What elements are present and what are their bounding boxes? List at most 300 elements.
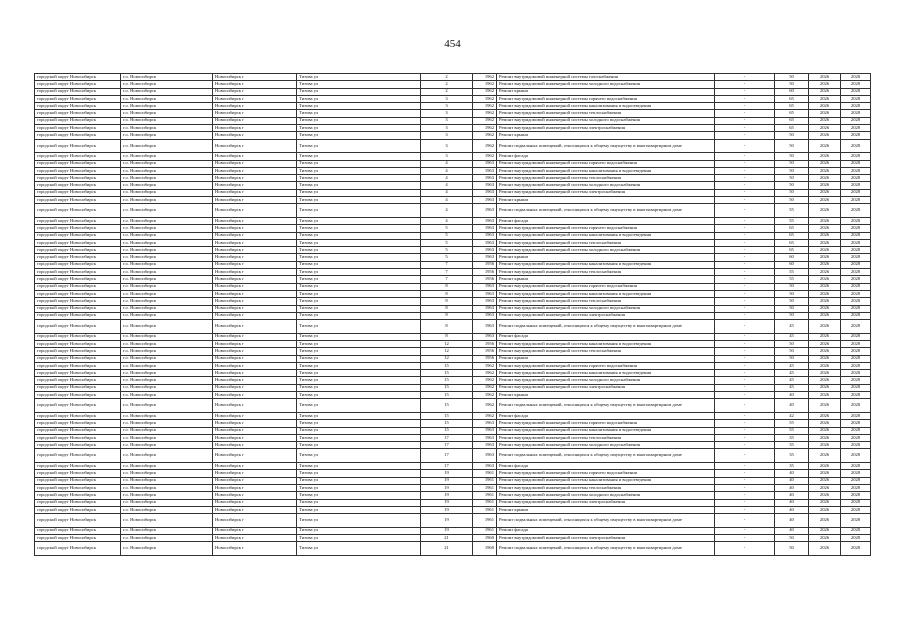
cell-okrug: городской округ Новосибирск [35,160,121,167]
cell-okrug: городской округ Новосибирск [35,355,121,362]
cell-house: 3 [421,132,473,139]
cell-year-to: 2028 [841,283,871,290]
cell-okrug: городской округ Новосибирск [35,427,121,434]
cell-municipality: г.о. Новосибирск [121,527,213,534]
cell-municipality: г.о. Новосибирск [121,434,213,441]
cell-street: Титова ул [297,434,421,441]
cell-year-from: 2026 [809,74,841,81]
table-row [35,276,871,283]
cell-city: Новосибирск г [213,95,297,102]
cell-cost: 60 [775,261,809,268]
cell-year-from: 2026 [809,217,841,224]
table-row [35,470,871,477]
table-row [35,392,871,399]
cell-cost: 50 [775,340,809,347]
cell-cost: 55 [775,269,809,276]
table-row [35,449,871,463]
cell-year-to: 2028 [841,269,871,276]
cell-work-type: Ремонт внутридомовой инженерной системы холодного водоснабжения [497,492,715,499]
table-row [35,290,871,297]
cell-city: Новосибирск г [213,477,297,484]
cell-work-type: Ремонт внутридомовой инженерной системы канализования и водоотведения [497,103,715,110]
cell-city: Новосибирск г [213,377,297,384]
cell-municipality: г.о. Новосибирск [121,449,213,463]
cell-year-from: 2026 [809,254,841,261]
cell-street: Титова ул [297,348,421,355]
cell-dash: - [715,290,775,297]
cell-house: 8 [421,312,473,319]
cell-cost: 40 [775,499,809,506]
cell-work-type: Ремонт внутридомовой инженерной системы теплоснабжения [497,110,715,117]
cell-cost: 40 [775,514,809,528]
cell-work-type: Ремонт внутридомовой инженерной системы канализования и водоотведения [497,232,715,239]
cell-year: 1956 [473,355,497,362]
cell-year-from: 2026 [809,477,841,484]
cell-year-to: 2028 [841,542,871,556]
cell-okrug: городской округ Новосибирск [35,132,121,139]
cell-year-from: 2026 [809,312,841,319]
cell-municipality: г.о. Новосибирск [121,384,213,391]
cell-street: Титова ул [297,392,421,399]
cell-city: Новосибирск г [213,312,297,319]
cell-city: Новосибирск г [213,197,297,204]
cell-street: Титова ул [297,217,421,224]
cell-okrug: городской округ Новосибирск [35,542,121,556]
cell-cost: 50 [775,298,809,305]
cell-year-to: 2028 [841,412,871,419]
cell-street: Титова ул [297,254,421,261]
cell-year: 1962 [473,117,497,124]
cell-city: Новосибирск г [213,204,297,218]
cell-year-to: 2028 [841,340,871,347]
cell-municipality: г.о. Новосибирск [121,290,213,297]
cell-dash: - [715,535,775,542]
cell-year-to: 2028 [841,74,871,81]
cell-year-from: 2026 [809,442,841,449]
cell-dash: - [715,254,775,261]
cell-year: 1961 [473,499,497,506]
cell-year-to: 2028 [841,305,871,312]
cell-work-type: Ремонт внутридомовой инженерной системы канализования и водоотведения [497,427,715,434]
cell-house: 19 [421,506,473,513]
cell-street: Титова ул [297,470,421,477]
cell-year: 1963 [473,232,497,239]
cell-work-type: Ремонт внутридомовой инженерной системы холодного водоснабжения [497,305,715,312]
cell-cost: 40 [775,484,809,491]
cell-cost: 65 [775,95,809,102]
cell-work-type: Ремонт крыши [497,88,715,95]
cell-dash: - [715,103,775,110]
cell-year: 1963 [473,305,497,312]
cell-house: 4 [421,217,473,224]
cell-street: Титова ул [297,175,421,182]
cell-year-to: 2028 [841,442,871,449]
cell-municipality: г.о. Новосибирск [121,484,213,491]
cell-work-type: Ремонт подвальных помещений, относящихся к общему имуществу в многоквартирном доме [497,204,715,218]
cell-house: 3 [421,125,473,132]
cell-dash: - [715,542,775,556]
cell-dash: - [715,117,775,124]
table-row [35,333,871,340]
cell-cost: 50 [775,290,809,297]
cell-okrug: городской округ Новосибирск [35,110,121,117]
cell-house: 17 [421,442,473,449]
cell-city: Новосибирск г [213,232,297,239]
cell-dash: - [715,204,775,218]
cell-dash: - [715,484,775,491]
cell-house: 4 [421,160,473,167]
cell-year: 1962 [473,384,497,391]
table-row [35,81,871,88]
cell-year-to: 2028 [841,320,871,334]
cell-dash: - [715,333,775,340]
cell-work-type: Ремонт фасада [497,463,715,470]
cell-work-type: Ремонт внутридомовой инженерной системы теплоснабжения [497,434,715,441]
cell-dash: - [715,160,775,167]
cell-city: Новосибирск г [213,189,297,196]
cell-dash: - [715,320,775,334]
cell-cost: 50 [775,355,809,362]
cell-street: Титова ул [297,492,421,499]
table-row [35,492,871,499]
cell-city: Новосибирск г [213,362,297,369]
cell-cost: 50 [775,197,809,204]
cell-city: Новосибирск г [213,442,297,449]
cell-year-from: 2026 [809,370,841,377]
cell-work-type: Ремонт подвальных помещений, относящихся к общему имуществу в многоквартирном доме [497,320,715,334]
cell-year: 1963 [473,160,497,167]
cell-cost: 40 [775,392,809,399]
cell-year-from: 2026 [809,514,841,528]
cell-dash: - [715,269,775,276]
table-row [35,434,871,441]
cell-municipality: г.о. Новосибирск [121,160,213,167]
cell-year-from: 2026 [809,283,841,290]
table-row [35,477,871,484]
cell-year-to: 2028 [841,298,871,305]
cell-municipality: г.о. Новосибирск [121,506,213,513]
cell-cost: 65 [775,232,809,239]
cell-year-from: 2026 [809,95,841,102]
cell-year-to: 2028 [841,81,871,88]
cell-dash: - [715,232,775,239]
cell-street: Титова ул [297,370,421,377]
cell-cost: 40 [775,506,809,513]
cell-dash: - [715,239,775,246]
cell-street: Титова ул [297,95,421,102]
cell-work-type: Ремонт внутридомовой инженерной системы горячего водоснабжения [497,470,715,477]
cell-street: Титова ул [297,197,421,204]
cell-dash: - [715,189,775,196]
cell-house: 3 [421,139,473,153]
cell-dash: - [715,74,775,81]
cell-municipality: г.о. Новосибирск [121,370,213,377]
cell-cost: 50 [775,189,809,196]
cell-municipality: г.о. Новосибирск [121,175,213,182]
table-row [35,95,871,102]
cell-dash: - [715,217,775,224]
cell-street: Титова ул [297,204,421,218]
cell-year: 1963 [473,225,497,232]
cell-dash: - [715,412,775,419]
cell-work-type: Ремонт внутридомовой инженерной системы теплоснабжения [497,348,715,355]
cell-city: Новосибирск г [213,434,297,441]
cell-year-from: 2026 [809,463,841,470]
cell-house: 15 [421,362,473,369]
cell-dash: - [715,399,775,413]
cell-year: 1956 [473,348,497,355]
cell-year-from: 2026 [809,484,841,491]
cell-street: Титова ул [297,506,421,513]
cell-year-to: 2028 [841,399,871,413]
cell-year-from: 2026 [809,204,841,218]
cell-year-from: 2026 [809,535,841,542]
cell-municipality: г.о. Новосибирск [121,333,213,340]
cell-city: Новосибирск г [213,125,297,132]
cell-okrug: городской округ Новосибирск [35,442,121,449]
cell-municipality: г.о. Новосибирск [121,167,213,174]
cell-year-to: 2028 [841,232,871,239]
cell-street: Титова ул [297,182,421,189]
cell-year: 1961 [473,477,497,484]
cell-year-to: 2028 [841,377,871,384]
cell-okrug: городской округ Новосибирск [35,506,121,513]
cell-work-type: Ремонт внутридомовой инженерной системы холодного водоснабжения [497,247,715,254]
cell-year: 1963 [473,298,497,305]
page-number: 454 [444,38,461,50]
cell-street: Титова ул [297,110,421,117]
cell-okrug: городской округ Новосибирск [35,153,121,160]
cell-house: 4 [421,204,473,218]
cell-year-from: 2026 [809,492,841,499]
table-row [35,506,871,513]
cell-work-type: Ремонт внутридомовой инженерной системы холодного водоснабжения [497,117,715,124]
cell-cost: 65 [775,117,809,124]
cell-house: 15 [421,412,473,419]
cell-house: 4 [421,189,473,196]
cell-street: Титова ул [297,312,421,319]
cell-work-type: Ремонт внутридомовой инженерной системы горячего водоснабжения [497,362,715,369]
cell-city: Новосибирск г [213,217,297,224]
cell-street: Титова ул [297,484,421,491]
cell-work-type: Ремонт внутридомовой инженерной системы горячего водоснабжения [497,95,715,102]
cell-year-to: 2028 [841,370,871,377]
cell-city: Новосибирск г [213,269,297,276]
cell-dash: - [715,261,775,268]
cell-work-type: Ремонт подвальных помещений, относящихся к общему имуществу в многоквартирном доме [497,399,715,413]
cell-okrug: городской округ Новосибирск [35,463,121,470]
cell-municipality: г.о. Новосибирск [121,492,213,499]
cell-work-type: Ремонт внутридомовой инженерной системы горячего водоснабжения [497,225,715,232]
cell-city: Новосибирск г [213,506,297,513]
cell-dash: - [715,442,775,449]
cell-cost: 35 [775,442,809,449]
table-row [35,217,871,224]
cell-city: Новосибирск г [213,110,297,117]
cell-okrug: городской округ Новосибирск [35,499,121,506]
cell-dash: - [715,305,775,312]
cell-municipality: г.о. Новосибирск [121,247,213,254]
cell-dash: - [715,125,775,132]
cell-house: 19 [421,527,473,534]
table-row [35,298,871,305]
cell-street: Титова ул [297,276,421,283]
cell-work-type: Ремонт подвальных помещений, относящихся к общему имуществу в многоквартирном доме [497,542,715,556]
cell-municipality: г.о. Новосибирск [121,239,213,246]
cell-year: 1962 [473,392,497,399]
cell-municipality: г.о. Новосибирск [121,182,213,189]
cell-year-to: 2028 [841,261,871,268]
cell-cost: 50 [775,160,809,167]
cell-year-to: 2028 [841,290,871,297]
cell-cost: 45 [775,377,809,384]
cell-dash: - [715,427,775,434]
cell-okrug: городской округ Новосибирск [35,449,121,463]
cell-municipality: г.о. Новосибирск [121,298,213,305]
cell-year-to: 2028 [841,348,871,355]
table-row [35,103,871,110]
table-row [35,312,871,319]
cell-work-type: Ремонт внутридомовой инженерной системы канализования и водоотведения [497,340,715,347]
cell-municipality: г.о. Новосибирск [121,514,213,528]
cell-year-to: 2028 [841,276,871,283]
cell-street: Титова ул [297,449,421,463]
cell-year-to: 2028 [841,484,871,491]
table-row [35,427,871,434]
table-row [35,535,871,542]
cell-year: 1963 [473,449,497,463]
cell-year: 1963 [473,239,497,246]
document-sheet [34,73,870,556]
cell-year-to: 2028 [841,499,871,506]
cell-year-from: 2026 [809,197,841,204]
cell-work-type: Ремонт внутридомовой инженерной системы горячего водоснабжения [497,283,715,290]
cell-year: 1956 [473,269,497,276]
cell-house: 7 [421,269,473,276]
cell-year-from: 2026 [809,276,841,283]
cell-city: Новосибирск г [213,527,297,534]
cell-street: Титова ул [297,320,421,334]
cell-house: 5 [421,232,473,239]
cell-dash: - [715,477,775,484]
table-row [35,384,871,391]
cell-okrug: городской округ Новосибирск [35,348,121,355]
cell-house: 12 [421,348,473,355]
cell-dash: - [715,420,775,427]
cell-year-to: 2028 [841,514,871,528]
cell-work-type: Ремонт внутридомовой инженерной системы электроснабжения [497,312,715,319]
cell-year-from: 2026 [809,412,841,419]
cell-year: 1963 [473,442,497,449]
cell-street: Титова ул [297,160,421,167]
cell-year: 1963 [473,182,497,189]
cell-work-type: Ремонт внутридомовой инженерной системы канализования и водоотведения [497,261,715,268]
cell-dash: - [715,81,775,88]
cell-cost: 40 [775,470,809,477]
cell-okrug: городской округ Новосибирск [35,167,121,174]
cell-okrug: городской округ Новосибирск [35,370,121,377]
cell-city: Новосибирск г [213,254,297,261]
cell-municipality: г.о. Новосибирск [121,276,213,283]
cell-dash: - [715,514,775,528]
cell-year: 1961 [473,506,497,513]
cell-year: 1962 [473,153,497,160]
cell-city: Новосибирск г [213,449,297,463]
cell-work-type: Ремонт крыши [497,506,715,513]
cell-okrug: городской округ Новосибирск [35,74,121,81]
cell-work-type: Ремонт внутридомовой инженерной системы холодного водоснабжения [497,182,715,189]
cell-house: 3 [421,110,473,117]
cell-okrug: городской округ Новосибирск [35,312,121,319]
cell-municipality: г.о. Новосибирск [121,305,213,312]
table-row [35,370,871,377]
cell-house: 19 [421,470,473,477]
cell-year: 1956 [473,261,497,268]
cell-okrug: городской округ Новосибирск [35,204,121,218]
cell-cost: 45 [775,333,809,340]
cell-dash: - [715,298,775,305]
cell-street: Титова ул [297,340,421,347]
cell-work-type: Ремонт подвальных помещений, относящихся к общему имуществу в многоквартирном доме [497,449,715,463]
cell-street: Титова ул [297,232,421,239]
cell-year-to: 2028 [841,535,871,542]
cell-street: Титова ул [297,333,421,340]
cell-city: Новосибирск г [213,499,297,506]
cell-okrug: городской округ Новосибирск [35,399,121,413]
table-row [35,542,871,556]
cell-house: 21 [421,542,473,556]
cell-year-to: 2028 [841,95,871,102]
cell-municipality: г.о. Новосибирск [121,420,213,427]
cell-municipality: г.о. Новосибирск [121,232,213,239]
cell-dash: - [715,449,775,463]
cell-city: Новосибирск г [213,247,297,254]
table-row [35,412,871,419]
cell-year-to: 2028 [841,182,871,189]
cell-dash: - [715,492,775,499]
table-row [35,320,871,334]
cell-municipality: г.о. Новосибирск [121,110,213,117]
cell-dash: - [715,362,775,369]
cell-cost: 60 [775,88,809,95]
cell-municipality: г.о. Новосибирск [121,427,213,434]
cell-dash: - [715,499,775,506]
cell-street: Титова ул [297,74,421,81]
table-row [35,261,871,268]
cell-year-from: 2026 [809,103,841,110]
cell-municipality: г.о. Новосибирск [121,392,213,399]
repair-schedule-table [34,73,871,556]
cell-okrug: городской округ Новосибирск [35,362,121,369]
cell-year: 1963 [473,290,497,297]
cell-year-from: 2026 [809,88,841,95]
cell-work-type: Ремонт подвальных помещений, относящихся к общему имуществу в многоквартирном доме [497,139,715,153]
cell-city: Новосибирск г [213,167,297,174]
cell-street: Титова ул [297,442,421,449]
cell-house: 19 [421,499,473,506]
cell-house: 7 [421,261,473,268]
table-row [35,160,871,167]
table-row [35,420,871,427]
cell-year-from: 2026 [809,247,841,254]
cell-year-to: 2028 [841,392,871,399]
cell-year-to: 2028 [841,153,871,160]
cell-city: Новосибирск г [213,261,297,268]
cell-year-from: 2026 [809,225,841,232]
table-row [35,399,871,413]
table-row [35,442,871,449]
cell-house: 15 [421,377,473,384]
